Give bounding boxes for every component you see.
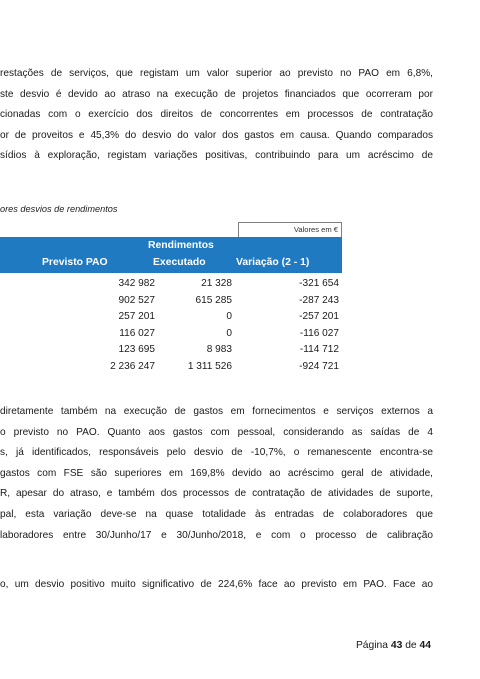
cell-variacao: -257 201 [299, 311, 339, 323]
table-unit-label: Valores em € [238, 222, 342, 237]
text-line: restações de serviços, que registam um valor superior ao previsto no PAO em 6,8%, [0, 68, 433, 79]
paragraph-middle [0, 402, 433, 546]
text-line: pal, esta variação deve-se na quase totalidade às entradas de colaboradores que [0, 508, 433, 520]
cell-variacao: -924 721 [299, 360, 339, 372]
cell-executado: 0 [226, 311, 232, 323]
cell-previsto: 902 527 [118, 294, 155, 306]
paragraph-lower [0, 575, 433, 596]
cell-previsto: 2 236 247 [110, 360, 155, 372]
cell-previsto: 342 982 [118, 278, 155, 289]
cell-previsto: 257 201 [118, 311, 155, 323]
header-executado: Executado [153, 257, 206, 268]
cell-previsto: 123 695 [118, 344, 155, 356]
text-line: gastos com FSE são superiores em 169,8% devido ao acréscimo geral de atividade, [0, 467, 433, 479]
header-rendimentos: Rendimentos [148, 240, 214, 251]
text-line: o previsto no PAO. Quanto aos gastos com pessoal, considerando as saídas de 4 [0, 426, 433, 438]
table-row [0, 278, 342, 295]
cell-executado: 8 983 [206, 344, 232, 356]
cell-executado: 615 285 [195, 294, 232, 306]
page-footer [356, 640, 431, 651]
footer-prefix: Página [355, 640, 391, 651]
text-line: sídios à exploração, registam variações positivas, contribuindo para um acréscimo de [0, 150, 433, 162]
text-line: s, já identificados, responsáveis pelo desvio de -10,7%, o remanescente encontra-se [0, 447, 433, 459]
cell-executado: 21 328 [201, 278, 232, 289]
cell-previsto: 116 027 [119, 327, 155, 339]
table-row [0, 328, 342, 345]
cell-variacao: -116 027 [299, 327, 339, 339]
current-page-number: 43 [390, 640, 403, 651]
table-caption: ores desvios de rendimentos [0, 204, 118, 214]
text-line: diretamente também na execução de gastos em fornecimentos e serviços externos a [0, 406, 433, 417]
text-line: laboradores entre 30/Junho/17 e 30/Junho/2018, e com o processo de calibração [0, 529, 433, 541]
cell-executado: 1 311 526 [187, 360, 232, 372]
table-row [0, 344, 342, 361]
cell-variacao: -114 712 [299, 344, 339, 356]
table-row [0, 311, 342, 328]
cell-variacao: -287 243 [299, 294, 339, 306]
header-variacao: Variação (2 - 1) [236, 257, 310, 268]
total-page-count: 44 [419, 640, 431, 651]
text-line: ste desvio é devido ao atraso na execução de projetos financiados que ocorreram por [0, 88, 433, 100]
text-line: or de proveitos e 45,3% do desvio do valor dos gastos em causa. Quando comparados [0, 129, 433, 141]
header-previsto: Previsto PAO [42, 257, 108, 268]
table-body [0, 278, 342, 378]
table-header [0, 237, 342, 273]
text-line: R, apesar do atraso, e também dos processos de contratação de atividades de suporte, [0, 488, 433, 500]
table-row [0, 295, 342, 312]
paragraph-upper [0, 64, 433, 167]
text-line: o, um desvio positivo muito significativo de 224,6% face ao previsto em PAO. Face ao [0, 579, 433, 590]
footer-middle: de [402, 640, 420, 651]
text-line: cionadas com o exercício dos direitos de concorrentes em processos de contratação [0, 109, 433, 121]
table-row-total [0, 361, 342, 378]
cell-executado: 0 [226, 327, 232, 339]
cell-variacao: -321 654 [299, 278, 339, 289]
